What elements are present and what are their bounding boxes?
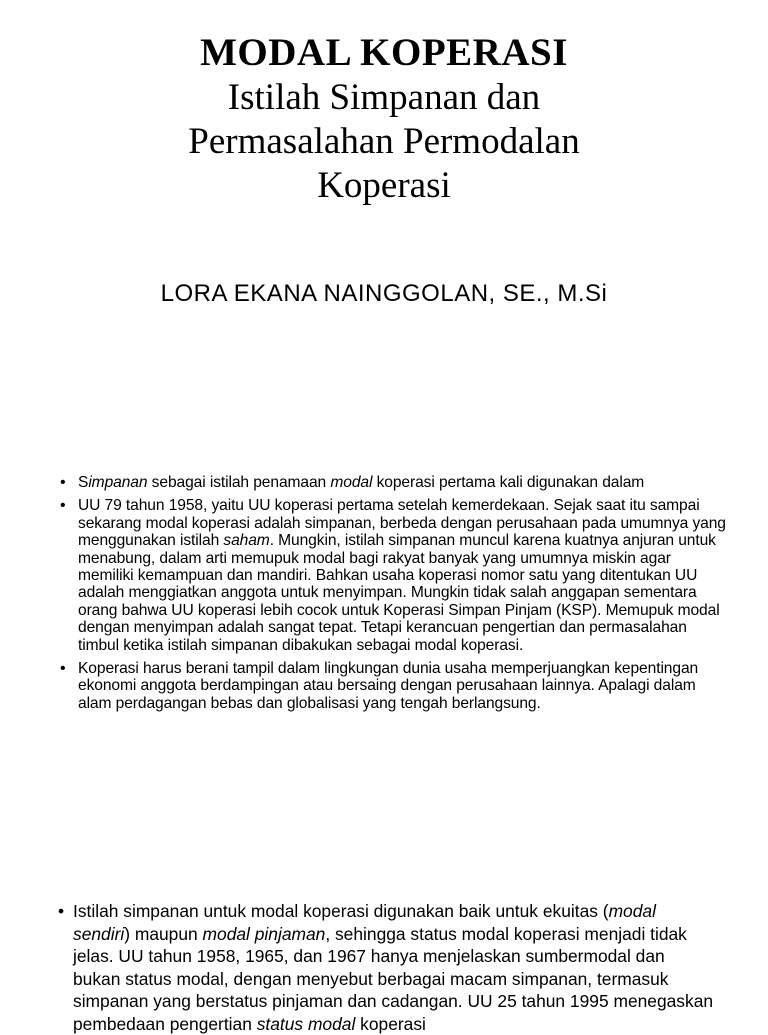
bullet-icon: • [60, 474, 66, 491]
bullet-icon: • [60, 660, 66, 678]
subtitle-line-1: Istilah Simpanan dan [227, 77, 541, 118]
text-run: koperasi [355, 1013, 426, 1034]
slide2-bullet-list [58, 474, 730, 718]
text-run-italic: impanan [88, 474, 148, 491]
text-run: . Mungkin, istilah simpanan muncul karena kuatnya anjuran untuk menabung, dalam arti memupuk modal bagi rakyat banyak yang umumnya miskin agar memiliki kemampuan dan mandiri. Bahkan usaha koperasi nomor satu yang ditentukan UU adalah menggiatkan anggota untuk menyimpan. Mungkin tidak salah anggapan sementara orang bahwa UU koperasi lebih cocok untuk Koperasi Simpan Pinjam (KSP). Memupuk modal dengan menyimpan adalah sangat tepat. Tetapi kerancuan pengertian dan permasalahan timbul ketika istilah simpanan dibakukan sebagai modal koperasi. [78, 532, 720, 654]
slide3-bullet-list [56, 900, 716, 1035]
list-item [58, 497, 730, 654]
subtitle-line-2: Permasalahan Permodalan [188, 121, 580, 162]
list-item [58, 660, 730, 712]
bullet-icon: • [60, 497, 66, 515]
author-name: LORA EKANA NAINGGOLAN, SE., M.Si [160, 280, 608, 307]
text-run: UU 79 tahun 1958, yaitu UU koperasi pertama setelah kemerdekaan. Sejak saat itu sampai sekarang modal koperasi adalah simpanan, berbeda dengan perusahaan pada umumnya yang menggunakan istilah [78, 497, 726, 550]
text-run: Koperasi harus berani tampil dalam lingkungan dunia usaha memperjuangkan kepentingan ekonomi anggota berdampingan atau bersaing dengan perusahaan lainnya. Apalagi dalam alam perdagangan bebas dan globalisasi yang tengah berlangsung. [78, 660, 699, 712]
text-run: sebagai istilah penamaan [147, 474, 331, 491]
text-run-italic: modal sendiri [73, 901, 656, 944]
text-run-italic: saham [223, 532, 270, 550]
subtitle-line-3: Koperasi [317, 165, 451, 206]
text-run: ) maupun [124, 923, 203, 944]
text-run: koperasi pertama kali digunakan dalam [372, 474, 645, 491]
text-run: S [78, 474, 89, 491]
text-run: Istilah simpanan untuk modal koperasi digunakan baik untuk ekuitas ( [73, 901, 609, 921]
page-title: MODAL KOPERASI [200, 31, 568, 74]
title-block [0, 30, 768, 208]
text-run-italic: status modal [256, 1013, 356, 1034]
list-item [58, 474, 730, 491]
bullet-icon: • [58, 901, 65, 921]
text-run: , sehingga status modal koperasi menjadi tidak jelas. UU tahun 1958, 1965, dan 1967 hanya menjelaskan sumbermodal dan bukan status modal, dengan menyebut berbagai macam simpanan, termasuk simpanan yang berstatus pinjaman dan cadangan. UU 25 tahun 1995 menegaskan pembedaan pengertian [73, 923, 714, 1034]
text-run-italic: modal [330, 474, 373, 491]
text-run-italic: modal pinjaman [202, 923, 326, 944]
list-item [56, 900, 716, 1035]
